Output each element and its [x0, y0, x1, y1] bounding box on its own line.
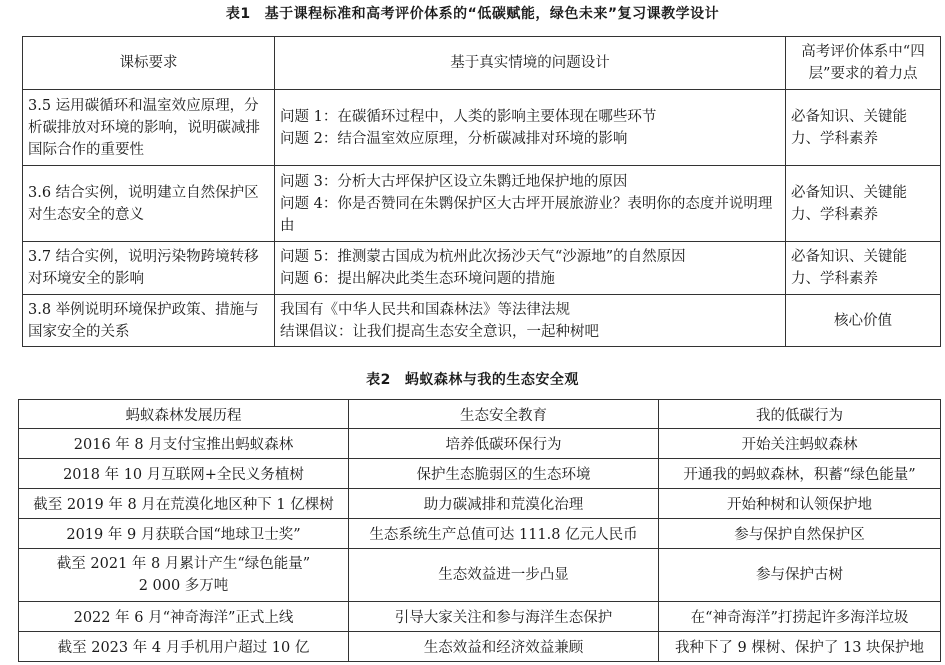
focus-cell: 必备知识、关键能力、学科素养 — [786, 166, 941, 242]
history-line: 2 000 多万吨 — [138, 578, 229, 594]
question-line: 问题 3：分析大古坪保护区设立朱鹮迁地保护地的原因 — [280, 173, 628, 190]
action-cell: 在“神奇海洋”打捞起许多海洋垃圾 — [659, 602, 941, 632]
header-cell: 生态安全教育 — [349, 400, 659, 429]
standard-cell: 3.7 结合实例，说明污染物跨境转移对环境安全的影响 — [23, 242, 275, 295]
standard-cell: 3.6 结合实例，说明建立自然保护区对生态安全的意义 — [23, 166, 275, 242]
table-header-row — [19, 400, 941, 429]
action-cell: 开通我的蚂蚁森林，积蓄“绿色能量” — [659, 459, 941, 489]
history-cell: 2016 年 8 月支付宝推出蚂蚁森林 — [19, 429, 349, 459]
focus-cell: 必备知识、关键能力、学科素养 — [786, 242, 941, 295]
action-cell: 参与保护古树 — [659, 549, 941, 602]
question-line: 问题 6：提出解决此类生态环境问题的措施 — [280, 271, 555, 287]
table1-caption-number: 表1 — [225, 6, 251, 22]
question-line: 问题 1：在碳循环过程中，人类的影响主要体现在哪些环节 — [280, 108, 657, 125]
education-cell: 生态效益和经济效益兼顾 — [349, 632, 659, 662]
table-header-row — [23, 37, 941, 90]
table1-caption-title: 基于课程标准和高考评价体系的“低碳赋能，绿色未来”复习课教学设计 — [264, 6, 720, 22]
header-cell: 课标要求 — [23, 37, 275, 90]
education-cell: 助力碳减排和荒漠化治理 — [349, 489, 659, 519]
table2-caption-number: 表2 — [366, 372, 391, 388]
action-cell: 开始关注蚂蚁森林 — [659, 429, 941, 459]
table2-caption — [0, 369, 945, 391]
header-cell: 蚂蚁森林发展历程 — [19, 400, 349, 429]
table-row — [23, 242, 941, 295]
table-row — [23, 166, 941, 242]
education-cell: 生态效益进一步凸显 — [349, 549, 659, 602]
standard-cell: 3.8 举例说明环境保护政策、措施与国家安全的关系 — [23, 295, 275, 347]
action-cell: 参与保护自然保护区 — [659, 519, 941, 549]
header-cell: 我的低碳行为 — [659, 400, 941, 429]
education-cell: 保护生态脆弱区的生态环境 — [349, 459, 659, 489]
header-cell: 基于真实情境的问题设计 — [275, 37, 786, 90]
standard-cell: 3.5 运用碳循环和温室效应原理，分析碳排放对环境的影响，说明碳减排国际合作的重要性 — [23, 90, 275, 166]
question-line: 我国有《中华人民共和国森林法》等法律法规 — [280, 301, 570, 318]
question-cell — [275, 242, 786, 295]
history-cell: 截至 2019 年 8 月在荒漠化地区种下 1 亿棵树 — [19, 489, 349, 519]
education-cell: 生态系统生产总值可达 111.8 亿元人民币 — [349, 519, 659, 549]
question-cell — [275, 295, 786, 347]
question-cell — [275, 166, 786, 242]
question-line: 问题 2：结合温室效应原理，分析碳减排对环境的影响 — [280, 130, 628, 147]
history-cell: 截至 2023 年 4 月手机用户超过 10 亿 — [19, 632, 349, 662]
ant-forest-table — [18, 399, 941, 662]
action-cell: 我种下了 9 棵树、保护了 13 块保护地 — [659, 632, 941, 662]
table-row — [19, 549, 941, 602]
question-line: 问题 5：推测蒙古国成为杭州此次扬沙天气“沙源地”的自然原因 — [280, 249, 686, 265]
history-cell: 2018 年 10 月互联网+全民义务植树 — [19, 459, 349, 489]
history-cell: 2019 年 9 月获联合国“地球卫士奖” — [19, 519, 349, 549]
table-row — [23, 295, 941, 347]
table2-caption-title: 蚂蚁森林与我的生态安全观 — [404, 372, 579, 388]
table-row — [19, 459, 941, 489]
education-cell: 培养低碳环保行为 — [349, 429, 659, 459]
question-line: 问题 4：你是否赞同在朱鹮保护区大古坪开展旅游业？表明你的态度并说明理由 — [280, 195, 773, 234]
focus-cell: 必备知识、关键能力、学科素养 — [786, 90, 941, 166]
question-cell — [275, 90, 786, 166]
table-row — [19, 602, 941, 632]
history-line: 截至 2021 年 8 月累计产生“绿色能量” — [56, 556, 311, 572]
focus-cell: 核心价值 — [786, 295, 941, 347]
action-cell: 开始种树和认领保护地 — [659, 489, 941, 519]
education-cell: 引导大家关注和参与海洋生态保护 — [349, 602, 659, 632]
table-row — [19, 429, 941, 459]
header-cell: 高考评价体系中“四层”要求的着力点 — [786, 37, 941, 90]
history-cell: 2022 年 6 月“神奇海洋”正式上线 — [19, 602, 349, 632]
table-row — [19, 632, 941, 662]
table1-caption — [0, 3, 945, 25]
teaching-design-table — [22, 36, 941, 347]
history-cell — [19, 549, 349, 602]
table-row — [19, 519, 941, 549]
table-row — [23, 90, 941, 166]
question-line: 结课倡议：让我们提高生态安全意识，一起种树吧 — [280, 323, 599, 340]
table-row — [19, 489, 941, 519]
